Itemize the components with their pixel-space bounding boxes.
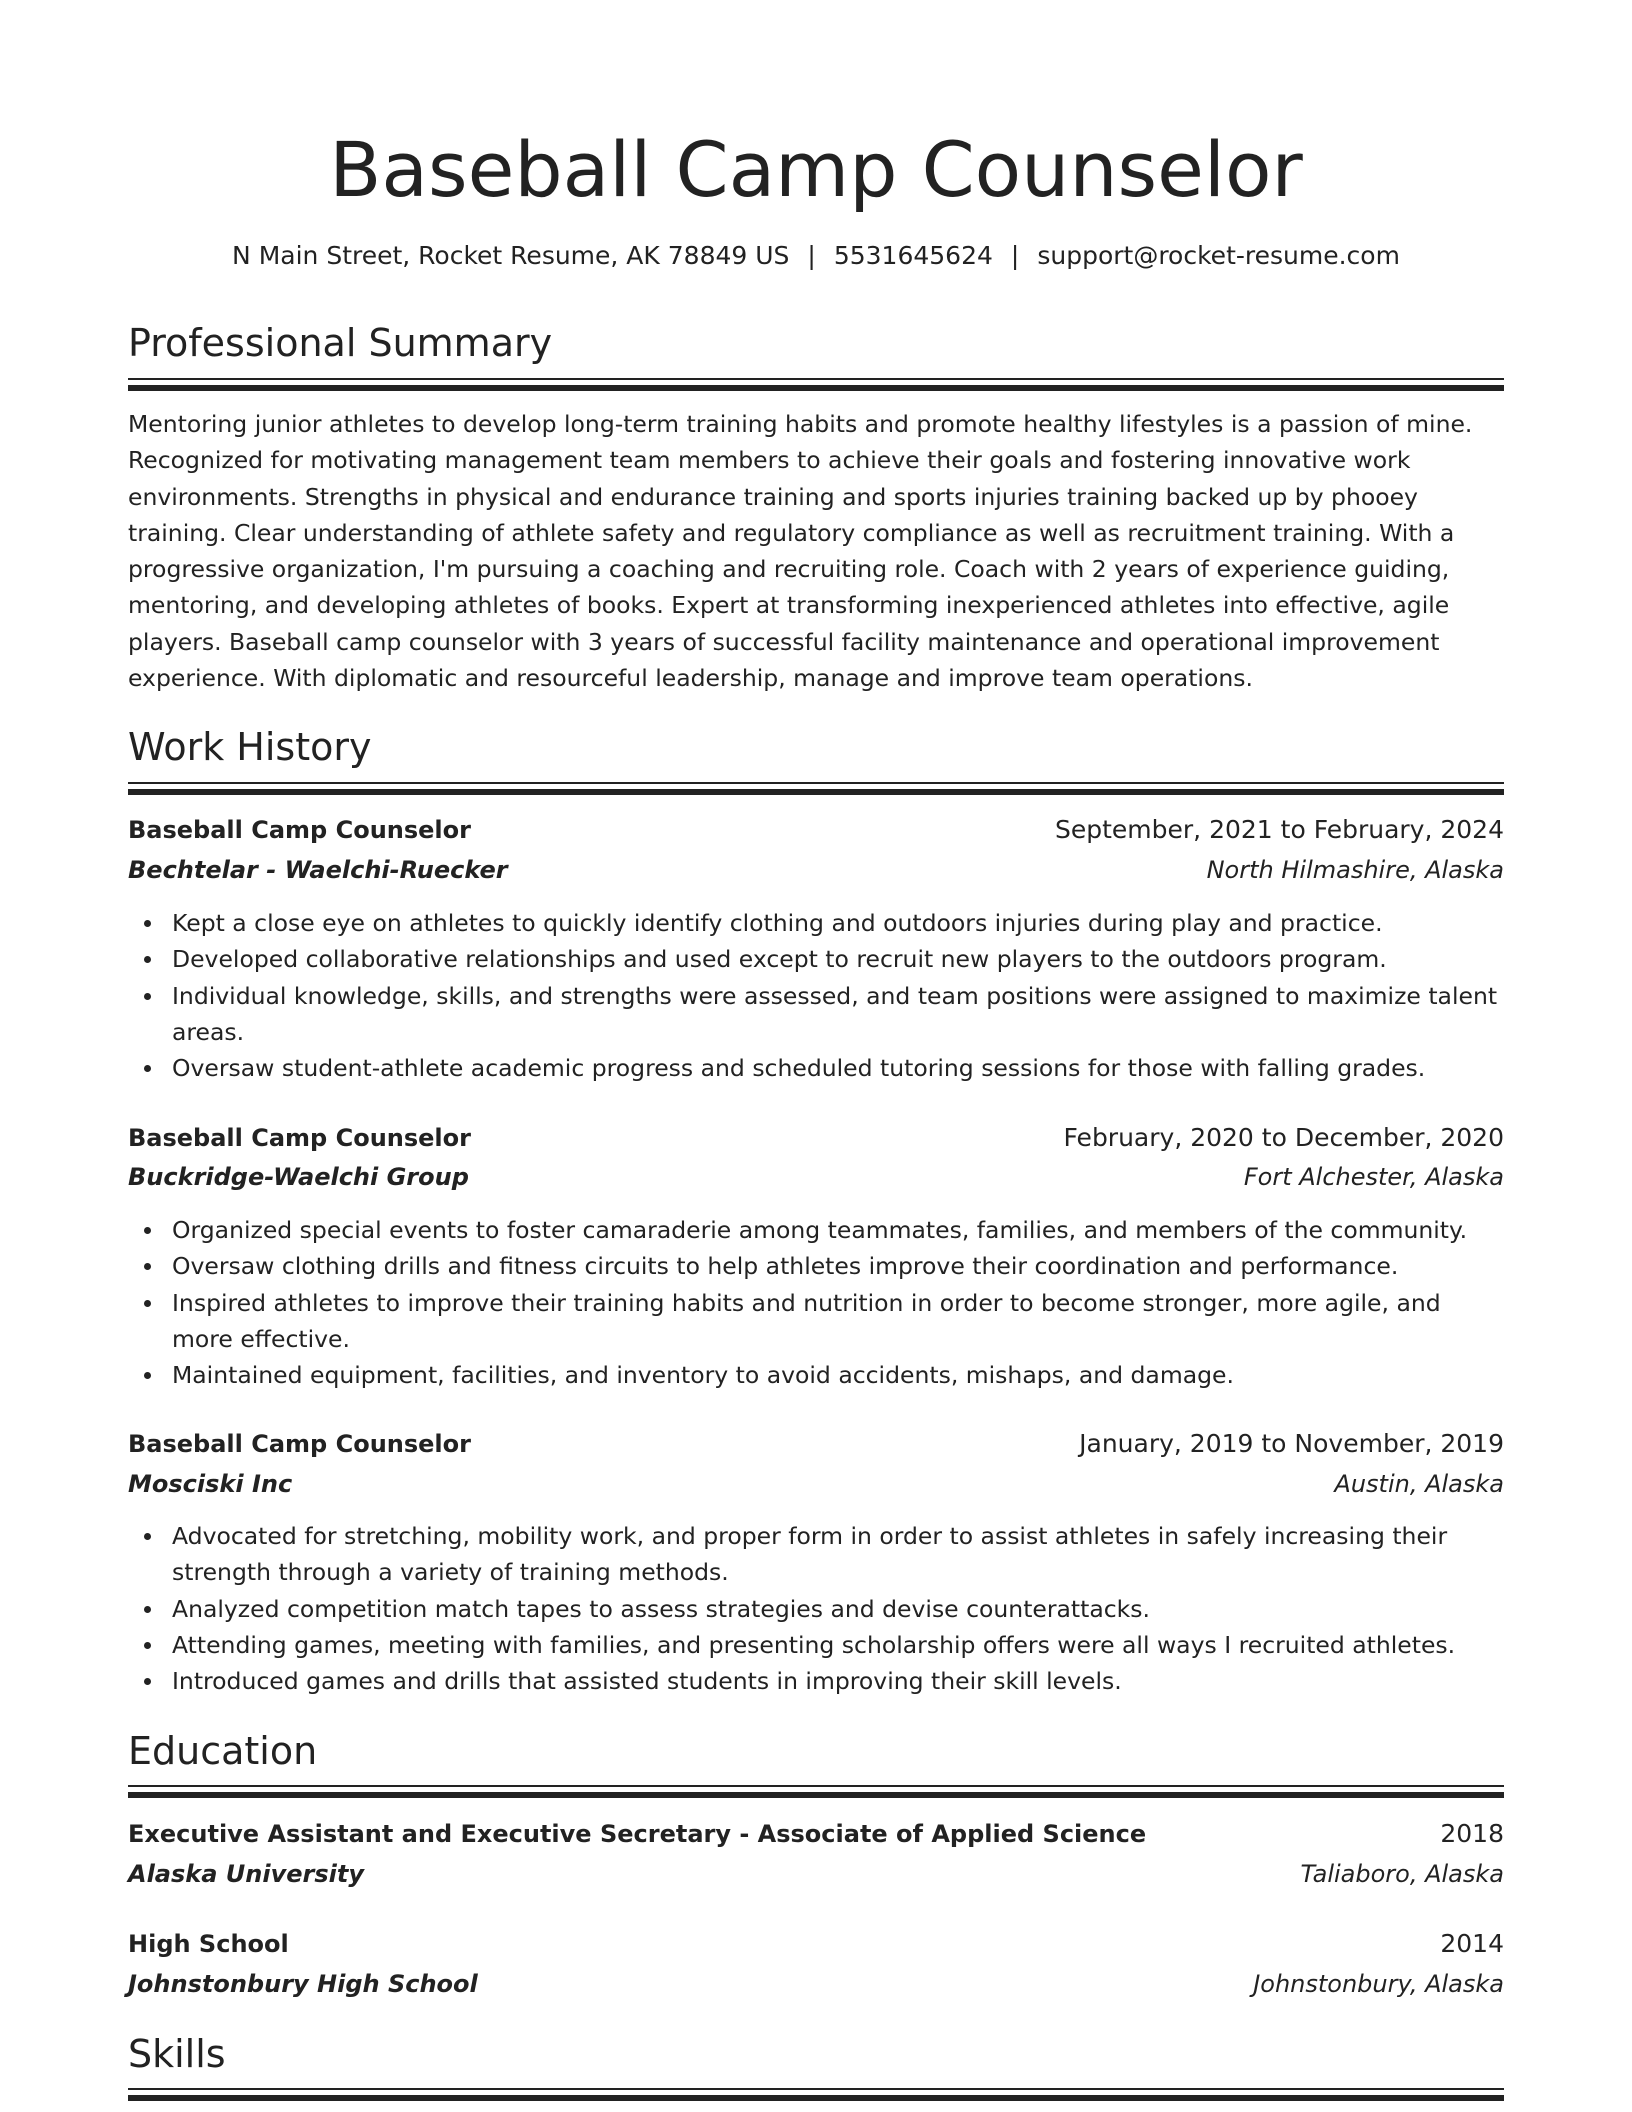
education-location: Johnstonbury, Alaska xyxy=(1253,1970,1504,1998)
contact-line xyxy=(128,236,1504,276)
job-bullets xyxy=(128,1518,1504,1699)
list-item: Kept a close eye on athletes to quickly identify clothing and outdoors injuries during play and practice. xyxy=(128,905,1504,941)
job-location: Fort Alchester, Alaska xyxy=(1243,1163,1504,1191)
list-item: Maintained equipment, facilities, and inventory to avoid accidents, mishaps, and damage. xyxy=(128,1357,1504,1393)
job-dates: February, 2020 to December, 2020 xyxy=(1063,1123,1504,1152)
section-divider xyxy=(128,1785,1504,1798)
job-header xyxy=(128,810,1504,850)
education-school: Alaska University xyxy=(128,1860,364,1888)
job-header xyxy=(128,1118,1504,1158)
job-dates: January, 2019 to November, 2019 xyxy=(1079,1429,1504,1458)
job-company: Bechtelar - Waelchi-Ruecker xyxy=(128,856,508,884)
education-degree: Executive Assistant and Executive Secretary - Associate of Applied Science xyxy=(128,1820,1147,1848)
job-title: Baseball Camp Counselor xyxy=(128,1430,471,1458)
contact-phone: 5531645624 xyxy=(833,241,993,270)
work-section-title: Work History xyxy=(128,725,372,769)
summary-section-title: Professional Summary xyxy=(128,321,553,365)
list-item: Advocated for stretching, mobility work, and proper form in order to assist athletes in safely increasing their strength through a variety of training methods. xyxy=(128,1518,1504,1591)
job-bullets xyxy=(128,905,1504,1086)
contact-separator: | xyxy=(1010,241,1020,270)
education-subheader xyxy=(128,1854,1504,1894)
list-item: Oversaw student-athlete academic progress and scheduled tutoring sessions for those with falling grades. xyxy=(128,1050,1504,1086)
education-header xyxy=(128,1924,1504,1964)
job-header xyxy=(128,1424,1504,1464)
education-year: 2018 xyxy=(1440,1819,1504,1848)
summary-text: Mentoring junior athletes to develop long-term training habits and promote healthy lifestyles is a passion of mine. Recognized for motivating management team members to achieve their goals and fostering innovative work environments. Strengths in physical and endurance training and sports injuries training backed up by phooey training. Clear understanding of athlete safety and regulatory compliance as well as recruitment training. With a progressive organization, I'm pursuing a coaching and recruiting role. Coach with 2 years of experience guiding, mentoring, and developing athletes of books. Expert at transforming inexperienced athletes into effective, agile players. Baseball camp counselor with 3 years of successful facility maintenance and operational improvement experience. With diplomatic and resourceful leadership, manage and improve team operations. xyxy=(128,410,1473,693)
list-item: Analyzed competition match tapes to assess strategies and devise counterattacks. xyxy=(128,1591,1504,1627)
education-section-title: Education xyxy=(128,1729,318,1773)
section-divider xyxy=(128,782,1504,795)
section-divider xyxy=(128,2088,1504,2101)
list-item: Attending games, meeting with families, and presenting scholarship offers were all ways I recruited athletes. xyxy=(128,1627,1504,1663)
contact-email: support@rocket-resume.com xyxy=(1037,241,1400,270)
list-item: Organized special events to foster camaraderie among teammates, families, and members of the community. xyxy=(128,1212,1504,1248)
job-location: Austin, Alaska xyxy=(1334,1470,1504,1498)
job-location: North Hilmashire, Alaska xyxy=(1206,856,1504,884)
education-school: Johnstonbury High School xyxy=(128,1970,478,1998)
list-item: Inspired athletes to improve their training habits and nutrition in order to become stronger, more agile, and more effective. xyxy=(128,1285,1504,1358)
contact-separator: | xyxy=(807,241,816,270)
job-subheader xyxy=(128,1157,1504,1197)
job-subheader xyxy=(128,850,1504,890)
education-location: Taliaboro, Alaska xyxy=(1300,1860,1504,1888)
education-subheader xyxy=(128,1964,1504,2004)
skills-section-title: Skills xyxy=(128,2032,226,2076)
list-item: Oversaw clothing drills and fitness circuits to help athletes improve their coordination and performance. xyxy=(128,1248,1504,1284)
resume-name: Baseball Camp Counselor xyxy=(329,125,1303,214)
job-title: Baseball Camp Counselor xyxy=(128,1124,471,1152)
job-title: Baseball Camp Counselor xyxy=(128,816,471,844)
education-degree: High School xyxy=(128,1930,289,1958)
education-header xyxy=(128,1814,1504,1854)
list-item: Developed collaborative relationships and used except to recruit new players to the outdoors program. xyxy=(128,941,1504,977)
job-dates: September, 2021 to February, 2024 xyxy=(1055,815,1504,844)
education-year: 2014 xyxy=(1440,1929,1504,1958)
list-item: Individual knowledge, skills, and strengths were assessed, and team positions were assigned to maximize talent areas. xyxy=(128,978,1504,1051)
list-item: Introduced games and drills that assisted students in improving their skill levels. xyxy=(128,1663,1504,1699)
job-bullets xyxy=(128,1212,1504,1393)
contact-address: N Main Street, Rocket Resume, AK 78849 US xyxy=(232,241,790,270)
job-company: Buckridge-Waelchi Group xyxy=(128,1163,469,1191)
job-subheader xyxy=(128,1464,1504,1504)
job-company: Mosciski Inc xyxy=(128,1470,293,1498)
section-divider xyxy=(128,378,1504,391)
